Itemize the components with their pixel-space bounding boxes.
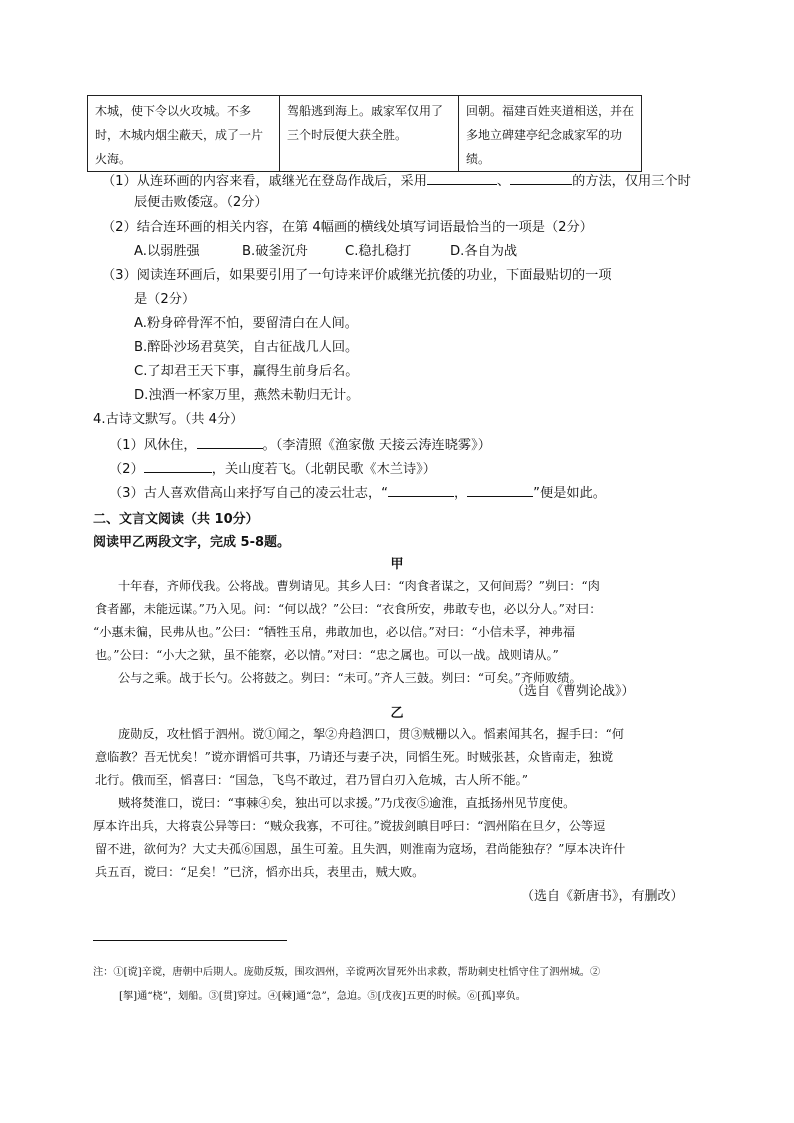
q3-3-option-b[interactable]: B.醉卧沙场君莫笑，自古征战几人回。 (134, 340, 359, 355)
q3-2-option-a[interactable]: A.以弱胜强 (134, 244, 200, 259)
comic-caption-table (87, 95, 642, 172)
q3-3-option-c[interactable]: C.了却君王天下事，赢得生前身后名。 (134, 364, 359, 379)
q3-1-line1: （1）从连环画的内容来看，戚继光在登岛作战后，采用 、 的方法，仅用三个时 (102, 170, 691, 193)
answer-blank[interactable] (427, 170, 497, 185)
passage-jia-line: 也。”公曰：“小大之狱，虽不能察，必以情。”对曰：“忠之属也。可以一战。战则请从。” (95, 648, 559, 662)
passage-yi-title: 乙 (390, 706, 404, 721)
footnote-line2: [挐]通“桡”，划船。③[贯]穿过。④[棘]通“急”，急迫。⑤[戊夜]五更的时候。⑥[孤]辜负。 (119, 991, 526, 1002)
caption-cell-1: 木城，使下令以火攻城。不多时，木城内烟尘蔽天，成了一片火海。 (88, 96, 280, 172)
passage-jia-source: （选自《曹刿论战》） (511, 684, 635, 699)
footnote-line1: 注：①[谠]辛谠，唐朝中后期人。庞勋反叛，围攻泗州，辛谠两次冒死外出求救，帮助刺史杜慆守住了泗州城。② (93, 967, 601, 978)
passage-jia-line: 十年春，齐师伐我。公将战。曹刿请见。其乡人曰：“肉食者谋之，又何间焉？”刿曰：“肉 (118, 579, 600, 593)
passage-yi-line: 厚本许出兵，大将袁公异等曰：“贼众我寡，不可往。”谠拔剑瞋目呼曰：“泗州陷在旦夕，公等逗 (93, 819, 606, 833)
q3-1-line2: 辰便击败倭寇。（2分） (134, 195, 268, 210)
q3-3-option-d[interactable]: D.浊酒一杯家万里，燕然未勒归无计。 (134, 388, 360, 403)
caption-cell-3: 回朝。福建百姓夹道相送，并在多地立碑建亭纪念戚家军的功绩。 (459, 96, 642, 172)
q3-2-stem: （2）结合连环画的相关内容，在第 4幅画的横线处填写词语最恰当的一项是（2分） (102, 220, 593, 235)
passage-yi-source: （选自《新唐书》，有删改） (521, 889, 684, 904)
q3-3-stem-line1: （3）阅读连环画后，如果要引用了一句诗来评价戚继光抗倭的功业，下面最贴切的一项 (102, 268, 612, 283)
q3-2-option-d[interactable]: D.各自为战 (450, 244, 518, 259)
answer-blank[interactable] (197, 434, 263, 449)
caption-cell-2: 驾船逃到海上。戚家军仅用了三个时辰便大获全胜。 (280, 96, 459, 172)
passage-yi-line: 留不进，欲何为？大丈夫孤⑥国恩，虽生可羞。且失泗，则淮南为寇场，君尚能独存？”厚本决许什 (95, 842, 626, 856)
passage-jia-line: 公与之乘。战于长勺。公将鼓之。刿曰：“未可。”齐人三鼓。刿曰：“可矣。”齐师败绩。 (118, 671, 582, 685)
passage-yi-line: 意临教？吾无忧矣！”谠亦谓慆可共事，乃请还与妻子决，同慆生死。时贼张甚，众皆南走，独谠 (95, 750, 614, 764)
answer-blank[interactable] (510, 170, 572, 185)
answer-blank[interactable] (388, 482, 454, 497)
q3-3-option-a[interactable]: A.粉身碎骨浑不怕，要留清白在人间。 (134, 316, 358, 331)
passage-yi-line: 北行。俄而至，慆喜曰：“国急，飞鸟不敢过，君乃冒白刃入危城，古人所不能。” (95, 773, 528, 787)
section-title: 二、文言文阅读（共 10分） (93, 512, 259, 527)
q4-line2: （2） ，关山度若飞。（北朝民歌《木兰诗》） (109, 458, 436, 481)
q4-title: 4.古诗文默写。（共 4分） (93, 412, 244, 427)
answer-blank[interactable] (144, 458, 212, 473)
q4-line3: （3）古人喜欢借高山来抒写自己的凌云壮志，“ ， ”便是如此。 (109, 482, 606, 505)
section-intro: 阅读甲乙两段文字，完成 5-8题。 (93, 535, 291, 550)
q3-2-option-c[interactable]: C.稳扎稳打 (345, 244, 412, 259)
q3-3-stem-line2: 是（2分） (134, 292, 196, 307)
passage-yi-line: 贼将焚淮口，谠曰：“事棘④矣，独出可以求援。”乃戊夜⑤逾淮，直抵扬州见节度使。 (118, 796, 576, 810)
passage-jia-line: 食者鄙，未能远谋。”乃入见。问：“何以战？”公曰：“衣食所安，弗敢专也，必以分人。”对曰： (95, 602, 602, 616)
q3-2-option-b[interactable]: B.破釜沉舟 (242, 244, 308, 259)
footnote-divider (93, 940, 287, 941)
passage-yi-line: 庞勋反，攻杜慆于泗州。谠①闻之，挐②舟趋泗口，贯③贼栅以入。慆素闻其名，握手曰：“何 (118, 727, 624, 741)
answer-blank[interactable] (467, 482, 533, 497)
passage-yi-line: 兵五百，谠曰：“足矣！”已济，慆亦出兵，表里击，贼大败。 (95, 865, 425, 879)
q4-line1: （1）风休住， 。（李清照《渔家傲 天接云涛连晓雾》） (109, 434, 491, 457)
passage-jia-line: “小惠未徧，民弗从也。”公曰：“牺牲玉帛，弗敢加也，必以信。”对曰：“小信未孚，神弗福 (93, 625, 576, 639)
passage-jia-title: 甲 (390, 557, 404, 572)
